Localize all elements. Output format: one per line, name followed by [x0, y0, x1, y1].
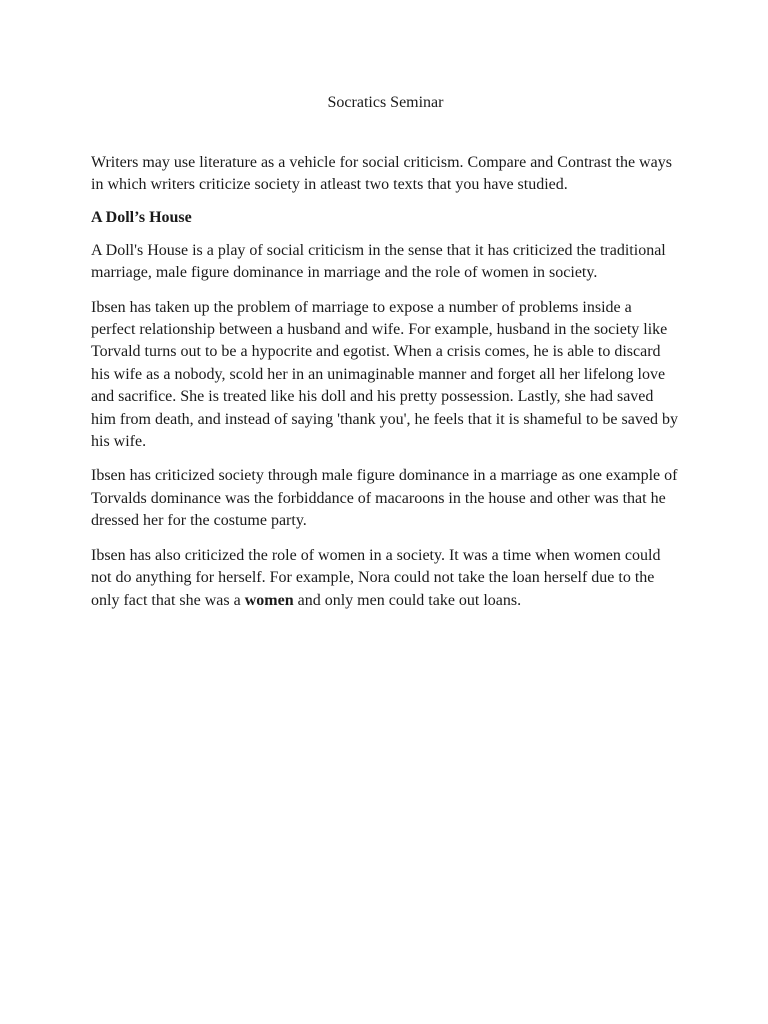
- paragraph-4-text-before: Ibsen has also criticized the role of women in a society. It was a time when women could not do anything for herself. For example, Nora could not take the loan herself due to the only fact that she was a: [91, 546, 661, 609]
- paragraph-3: Ibsen has criticized society through male figure dominance in a marriage as one example of Torvalds dominance was the forbiddance of macaroons in the house and other was that he dressed her for the costume party.: [91, 467, 678, 530]
- document-title: Socratics Seminar: [327, 94, 444, 111]
- paragraph-4-emphasis: women: [244, 591, 294, 609]
- paragraph-4-text-after: and only men could take out loans.: [293, 591, 522, 609]
- paragraph-1: A Doll's House is a play of social criticism in the sense that it has criticized the traditional marriage, male figure dominance in marriage and the role of women in society.: [91, 241, 666, 282]
- paragraph-4: [91, 545, 680, 612]
- paragraph-2: Ibsen has taken up the problem of marriage to expose a number of problems inside a perfect relationship between a husband and wife. For example, husband in the society like Torvald turns out to be a hypocrite and egotist. When a crisis comes, he is able to discard his wife as a nobody, scold her in an unimaginable manner and forget all her lifelong love and sacrifice. She is treated like his doll and his pretty possession. Lastly, she had saved him from death, and instead of saying 'thank you', he feels that it is shameful to be saved by his wife.: [91, 298, 678, 451]
- essay-prompt: Writers may use literature as a vehicle for social criticism. Compare and Contrast the ways in which writers criticize society in atleast two texts that you have studied.: [91, 154, 672, 194]
- section-heading: A Doll’s House: [91, 208, 192, 226]
